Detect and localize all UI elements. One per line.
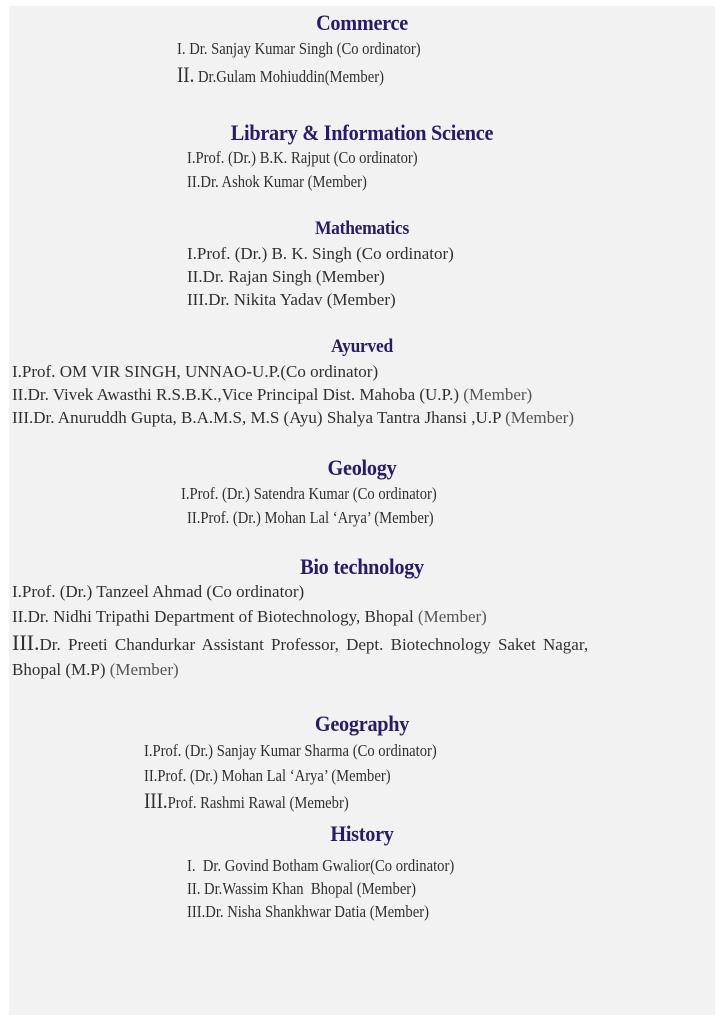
geography-member-3	[144, 788, 349, 813]
member-number: I.	[187, 244, 197, 263]
member-name: Prof. OM VIR SINGH, UNNAO-U.P.(Co ordinator)	[21, 362, 379, 381]
member-name: Dr. Rajan Singh (Member)	[202, 267, 385, 286]
member-number: III.	[144, 788, 168, 813]
history-member-2	[187, 879, 416, 899]
mathematics-member-1	[187, 244, 454, 264]
biotech-member-1	[12, 582, 304, 602]
member-role: (Member)	[417, 607, 487, 626]
mathematics-member-3	[187, 290, 396, 310]
ayurved-member-3	[12, 408, 574, 428]
member-number: II.	[177, 62, 195, 87]
member-name: Dr. Vivek Awasthi R.S.B.K.,Vice Principal Dist. Mahoba (U.P.)	[27, 385, 464, 404]
biotech-member-3-continued	[12, 660, 179, 680]
ayurved-member-1	[12, 362, 378, 382]
member-role: (Member)	[109, 660, 179, 679]
member-name: Dr. Nidhi Tripathi Department of Biotechnology, Bhopal	[27, 607, 418, 626]
member-name: Prof. (Dr.) Mohan Lal ‘Arya’ (Member)	[157, 766, 391, 785]
member-role: (Member)	[463, 385, 533, 404]
library-member-1	[187, 148, 418, 168]
section-title-library-science: Library & Information Science	[230, 120, 494, 145]
section-title-geography: Geography	[314, 711, 410, 736]
member-name: Dr. Sanjay Kumar Singh (Co ordinator)	[185, 39, 421, 58]
member-number: III.	[12, 408, 34, 427]
biotech-member-2	[12, 607, 487, 627]
member-name: Dr. Govind Botham Gwalior(Co ordinator)	[195, 856, 455, 875]
member-name: Prof. (Dr.) B. K. Singh (Co ordinator)	[196, 244, 454, 263]
member-number: II.	[187, 172, 201, 191]
section-title-biotechnology: Bio technology	[300, 554, 424, 579]
geography-member-2	[144, 766, 391, 786]
member-name: Prof. (Dr.) B.K. Rajput (Co ordinator)	[195, 148, 418, 167]
section-title-mathematics: Mathematics	[314, 218, 410, 239]
commerce-member-2	[177, 62, 384, 87]
member-name: Dr. Nisha Shankhwar Datia (Member)	[205, 902, 429, 921]
member-number: I.	[12, 582, 22, 601]
member-name: Dr. Ashok Kumar (Member)	[200, 172, 367, 191]
geology-member-2	[187, 508, 434, 528]
member-number: II.	[144, 766, 158, 785]
member-name: Prof. (Dr.) Sanjay Kumar Sharma (Co ordinator)	[152, 741, 437, 760]
mathematics-member-2	[187, 267, 385, 287]
geography-member-1	[144, 741, 437, 761]
document-page	[9, 6, 715, 1015]
member-name: Dr.Gulam Mohiuddin(Member)	[194, 67, 384, 86]
section-title-history: History	[330, 821, 394, 846]
member-name: Prof. (Dr.) Mohan Lal ‘Arya’ (Member)	[200, 508, 434, 527]
member-name: Prof. (Dr.) Tanzeel Ahmad (Co ordinator)	[21, 582, 305, 601]
ayurved-member-2	[12, 385, 532, 405]
member-role: (Member)	[505, 408, 574, 427]
history-member-1	[187, 856, 454, 876]
section-title-ayurved: Ayurved	[331, 336, 393, 357]
member-location: Bhopal (M.P)	[12, 660, 110, 679]
member-name: Dr.Wassim Khan Bhopal (Member)	[200, 879, 417, 898]
member-number: III.	[12, 630, 40, 655]
member-number: I.	[187, 148, 196, 167]
member-number: I.	[177, 39, 186, 58]
member-number: I.	[12, 362, 22, 381]
biotech-member-3	[12, 630, 712, 655]
section-title-geology: Geology	[327, 455, 397, 480]
member-name: Dr. Nikita Yadav (Member)	[208, 290, 396, 309]
member-number: I.	[181, 484, 190, 503]
member-number: II.	[12, 607, 28, 626]
member-name: Dr. Preeti Chandurkar Assistant Professor, Dept. Biotechnology Saket Nagar,	[39, 635, 589, 654]
member-number: II.	[187, 267, 203, 286]
section-title-commerce: Commerce	[316, 10, 408, 35]
member-number: III.	[187, 902, 206, 921]
member-number: II.	[12, 385, 28, 404]
history-member-3	[187, 902, 429, 922]
geology-member-1	[181, 484, 437, 504]
member-number: II.	[187, 879, 201, 898]
member-number: I.	[187, 856, 196, 875]
member-name: Prof. (Dr.) Satendra Kumar (Co ordinator)	[189, 484, 437, 503]
library-member-2	[187, 172, 367, 192]
member-number: III.	[187, 290, 209, 309]
member-number: I.	[144, 741, 153, 760]
member-number: II.	[187, 508, 201, 527]
member-name: Dr. Anuruddh Gupta, B.A.M.S, M.S (Ayu) Shalya Tantra Jhansi ,U.P	[33, 408, 506, 427]
member-name: Prof. Rashmi Rawal (Memebr)	[167, 793, 349, 812]
commerce-member-1	[177, 39, 421, 59]
